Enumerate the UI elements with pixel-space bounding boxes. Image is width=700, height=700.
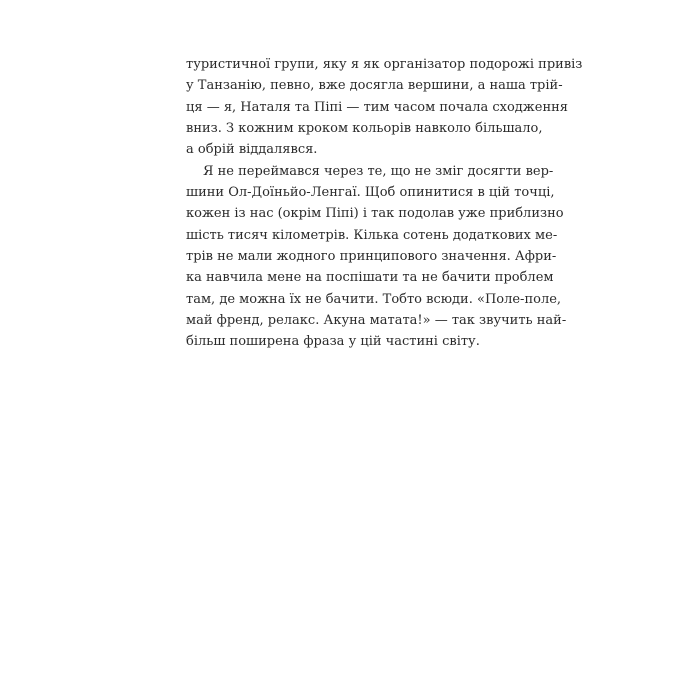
paragraph-2 bbox=[186, 161, 567, 353]
text-line: кожен із нас (окрім Піпі) і так подолав уже приблизно bbox=[186, 206, 564, 222]
paragraph-1 bbox=[186, 54, 583, 161]
text-line: ка навчила мене на поспішати та не бачити проблем bbox=[186, 270, 554, 286]
text-line: трів не мали жодного принципового значення. Афри- bbox=[186, 249, 557, 265]
text-line: вниз. З кожним кроком кольорів навколо більшало, bbox=[186, 121, 543, 137]
text-line: Я не переймався через те, що не зміг досягти вер- bbox=[203, 163, 554, 179]
text-line: май френд, релакс. Акуна матата!» — так звучить най- bbox=[186, 313, 567, 329]
text-line: а обрій віддалявся. bbox=[186, 142, 318, 158]
text-line: шини Ол-Доїньйо-Ленгаї. Щоб опинитися в цій точці, bbox=[186, 185, 555, 201]
text-line: шість тисяч кілометрів. Кілька сотень додаткових ме- bbox=[186, 227, 558, 243]
text-line: більш поширена фраза у цій частині світу. bbox=[186, 334, 480, 350]
text-line: ця — я, Наталя та Піпі — тим часом почала сходження bbox=[186, 99, 568, 115]
text-line: у Танзанію, певно, вже досягла вершини, а наша трій- bbox=[186, 78, 563, 94]
text-line: там, де можна їх не бачити. Тобто всюди. «Поле-поле, bbox=[186, 291, 562, 307]
body-text bbox=[186, 54, 583, 353]
text-line: туристичної групи, яку я як організатор подорожі привіз bbox=[186, 57, 583, 72]
